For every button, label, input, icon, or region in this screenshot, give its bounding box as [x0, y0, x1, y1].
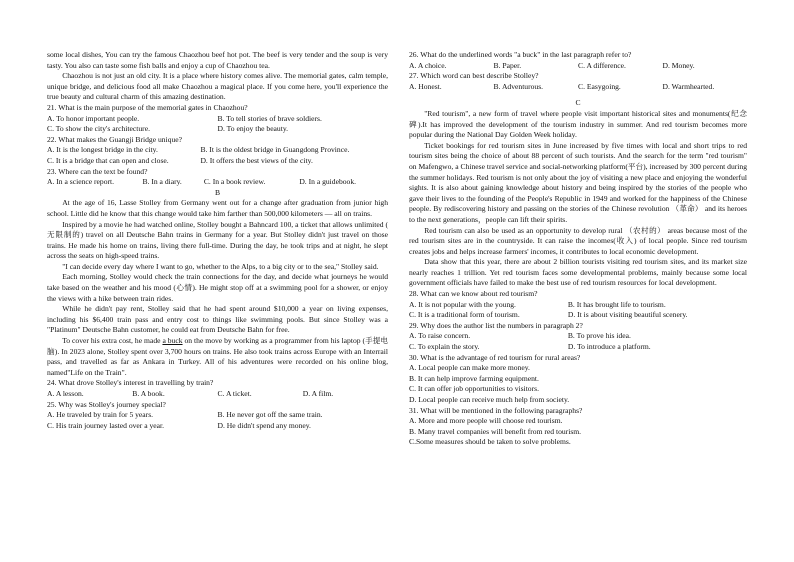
b-paragraph-1: At the age of 16, Lasse Stolley from Germany went out for a change after graduation from junior high school. Little did he know that this change would take him farther than 500,000 kilometers — all on trains. — [47, 198, 388, 218]
question-30: 30. What is the advantage of red tourism for rural areas? — [409, 352, 581, 362]
q31-option-a[interactable]: A. More and more people will choose red tourism. — [409, 416, 563, 426]
q25-options-row1 — [47, 410, 388, 421]
c-paragraph-1: "Red tourism", a new form of travel where people visit important historical sites and monuments(纪念碑).It has improved the development of the tourism industry in summer. And red tourism becomes more popular during the National Day Golden Week holiday. — [409, 108, 747, 140]
q25-option-b[interactable]: B. He never got off the same train. — [217, 410, 323, 420]
section-c-heading: C — [575, 98, 581, 108]
q27-option-a[interactable]: A. Honest. — [409, 81, 442, 91]
q21-options-row1 — [47, 114, 388, 125]
question-22: 22. What makes the Guangji Bridge unique? — [47, 134, 183, 144]
q22-options-row1 — [47, 145, 388, 156]
q31-option-b[interactable]: B. Many travel companies will benefit from red tourism. — [409, 426, 582, 436]
q29-options-row1 — [409, 331, 747, 342]
q30-option-d[interactable]: D. Local people can receive much help from society. — [409, 395, 570, 404]
q22-option-c[interactable]: C. It is a bridge that can open and close. — [47, 155, 169, 165]
q26-option-a[interactable]: A. A choice. — [409, 60, 447, 70]
q29-option-d[interactable]: D. To introduce a platform. — [567, 342, 651, 352]
q28-option-d[interactable]: D. It is about visiting beautiful scenery. — [567, 310, 688, 320]
q24-option-c[interactable]: C. A ticket. — [217, 389, 252, 398]
q28-option-a[interactable]: A. It is not popular with the young. — [409, 299, 516, 309]
question-27: 27. Which word can best describe Stolley? — [409, 71, 539, 81]
q27-options — [409, 82, 747, 93]
q25-option-c[interactable]: C. His train journey lasted over a year. — [47, 420, 165, 430]
q24-option-b[interactable]: B. A book. — [132, 389, 165, 398]
q21-option-b[interactable]: B. To tell stories of brave soldiers. — [217, 113, 322, 123]
question-29: 29. Why does the author list the numbers in paragraph 2? — [409, 320, 583, 330]
q26-option-c[interactable]: C. A difference. — [578, 60, 626, 70]
question-24: 24. What drove Stolley's interest in travelling by train? — [47, 378, 214, 388]
c-paragraph-2: Ticket bookings for red tourism sites in June increased by five times with local and short trips to red tourism sites being the choice of about 88 percent of such tourists. And the search for the term "red tourism" on Mafengwo, a Chinese travel service and social-networking platform(平台), increased by 300 percent during the summer holidays. Red tourism is not only about the joy of visiting a new place and enjoying the wonderful sights. It is also about gaining knowledge about history and being inspired by the stories of the people who gave their lives to the founding of the People's Republic in 1949 and worked for the happiness of the Chinese people. By rediscovering history and passing on the stories of the Chinese revolution （革命） and its heroes to the next generations，people can lift their spirits. — [409, 140, 747, 224]
q24-option-d[interactable]: D. A film. — [302, 389, 334, 398]
b-p6-text-end: on the move by working as a programmer from his laptop (手提电脑). In 2023 alone, Stolley spent over 3,700 hours on trains. He also took trains across Europe with an Interrail pass, and travelled as far as Ankara in Turkey. All of his adventures were recorded on his online blog, named"Life on the Train". — [47, 336, 389, 377]
q24-options — [47, 389, 388, 400]
q25-options-row2 — [47, 421, 388, 432]
q22-option-b[interactable]: B. It is the oldest bridge in Guangdong Province. — [200, 145, 350, 155]
q22-options-row2 — [47, 156, 388, 167]
left-column — [47, 50, 388, 431]
q28-options-row2 — [409, 310, 747, 321]
q24-option-a[interactable]: A. A lesson. — [47, 389, 84, 398]
c-paragraph-4: Data show that this year, there are about 2 billion tourists visiting red tourism sites, and its market size nearly reaches 1 trillion. Yet red tourism faces some developmental problems, mainly because some local government officials have failed to make the best use of red tourism resources for local development. — [409, 257, 747, 288]
b-paragraph-5: While he didn't pay rent, Stolley said that he had spent around $10,000 a year on living expenses, including his $6,400 train pass and entry cost to things like swimming pools. But since Stolley was a "Platinum" Deutsche Bahn customer, he could eat from Deutsche Bahn for free. — [47, 304, 388, 335]
q27-option-d[interactable]: D. Warmhearted. — [662, 81, 715, 91]
b-paragraph-2: Inspired by a movie he had watched online, Stolley bought a Bahncard 100, a ticket that allows unlimited ( 无限制的) travel on all Deutsche Bahn trains in Germany for a year. But Stolley didn't just travel on those trains. He made his home on trains, living there full-time. During the day, he took trips and at night, he slept across the seats on high-speed trains. — [47, 219, 388, 261]
q23-option-c[interactable]: C. In a book review. — [203, 177, 266, 187]
q25-option-d[interactable]: D. He didn't spend any money. — [217, 420, 311, 430]
question-21: 21. What is the main purpose of the memorial gates in Chaozhou? — [47, 102, 248, 112]
q28-option-c[interactable]: C. It is a traditional form of tourism. — [409, 310, 520, 320]
q30-option-b[interactable]: B. It can help improve farming equipment. — [409, 373, 539, 383]
q28-options-row1 — [409, 300, 747, 311]
q23-option-a[interactable]: A. In a science report. — [47, 177, 115, 187]
question-23: 23. Where can the text be found? — [47, 166, 148, 176]
q28-option-b[interactable]: B. It has brought life to tourism. — [567, 299, 666, 309]
question-31: 31. What will be mentioned in the following paragraphs? — [409, 405, 583, 415]
question-25: 25. Why was Stolley's journey special? — [47, 399, 166, 409]
intro-paragraph: some local dishes, You can try the famous Chaozhou beef hot pot. The beef is very tender and the soup is very tasty. You also can taste some fish balls and enjoy a cup of Chaozhou tea. — [47, 50, 388, 70]
c-paragraph-3: Red tourism can also be used as an opportunity to develop rural （农村的） areas because most of the red tourism sites are in the countryside. It can raise the incomes(收入) of local people. Since red tourism creates jobs and helps increase farmers' incomes, it contributes to local economic development. — [409, 225, 747, 256]
q31-option-c[interactable]: C.Some measures should be taken to solve problems. — [409, 437, 571, 447]
b-paragraph-6 — [47, 336, 388, 378]
q21-options-row2 — [47, 124, 388, 135]
q29-option-a[interactable]: A. To raise concern. — [409, 331, 471, 341]
q25-option-a[interactable]: A. He traveled by train for 5 years. — [47, 410, 154, 420]
q21-option-c[interactable]: C. To show the city's architecture. — [47, 124, 150, 134]
q23-option-d[interactable]: D. In a guidebook. — [299, 177, 357, 187]
q22-option-d[interactable]: D. It offers the best views of the city. — [200, 155, 313, 165]
b-paragraph-4: Each morning, Stolley would check the train connections for the day, and decide what journeys he would take based on the weather and his mood (心情). He might stop off at a swimming pool for a shower, or enjoy the views with a hike between train rides. — [47, 272, 388, 303]
q29-option-c[interactable]: C. To explain the story. — [409, 342, 480, 352]
q22-option-a[interactable]: A. It is the longest bridge in the city. — [47, 145, 158, 155]
q26-option-b[interactable]: B. Paper. — [493, 60, 522, 70]
q27-option-b[interactable]: B. Adventurous. — [493, 81, 544, 91]
q26-options — [409, 61, 747, 72]
b-paragraph-3: "I can decide every day where I want to go, whether to the Alps, to a big city or to the sea," Stolley said. — [62, 261, 379, 271]
q23-option-b[interactable]: B. In a diary. — [142, 177, 182, 187]
b-p6-text-start: To cover his extra cost, he made — [62, 336, 163, 346]
q21-option-d[interactable]: D. To enjoy the beauty. — [217, 124, 289, 134]
section-b-heading: B — [214, 187, 221, 197]
q29-option-b[interactable]: B. To prove his idea. — [567, 331, 631, 341]
question-28: 28. What can we know about red tourism? — [409, 289, 538, 299]
q30-option-c[interactable]: C. It can offer job opportunities to visitors. — [409, 384, 539, 394]
q27-option-c[interactable]: C. Easygoing. — [578, 81, 621, 91]
q23-options — [47, 177, 388, 188]
culture-paragraph: Chaozhou is not just an old city. It is a place where history comes alive. The memorial gates, calm temple, unique bridge, and delicious food all make Chaozhou a magical place. If you come here, you'll experience the true beauty and cultural charm of this amazing destination. — [47, 71, 388, 102]
question-26: 26. What do the underlined words "a buck" in the last paragraph refer to? — [409, 50, 632, 59]
q21-option-a[interactable]: A. To honor important people. — [47, 113, 140, 123]
underlined-a-buck: a buck — [162, 336, 183, 346]
q26-option-d[interactable]: D. Money. — [662, 60, 695, 70]
right-column — [409, 50, 747, 448]
q29-options-row2 — [409, 342, 747, 353]
q30-option-a[interactable]: A. Local people can make more money. — [409, 363, 530, 373]
